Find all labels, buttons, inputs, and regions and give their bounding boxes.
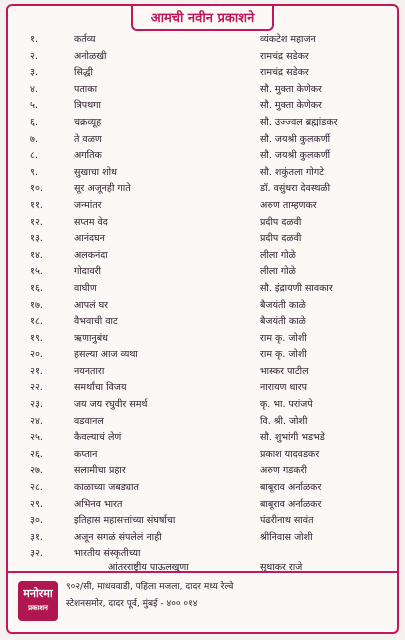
list-item: [8, 397, 397, 414]
item-number: ३.: [30, 67, 38, 79]
item-number: १२.: [30, 216, 43, 228]
item-number: २७.: [30, 465, 43, 477]
list-item: [8, 148, 397, 165]
list-item: [8, 115, 397, 132]
book-author: लीला गोळे: [260, 266, 296, 278]
item-number: ४.: [30, 83, 38, 95]
list-item: [8, 132, 397, 149]
header: [8, 6, 397, 28]
book-author: सौ. शुभांगी भडभडे: [260, 432, 325, 444]
item-number: १६.: [30, 282, 43, 294]
catalog-card: [6, 4, 399, 634]
book-list: [8, 32, 397, 576]
list-item: [8, 32, 397, 49]
book-title: जन्मांतर: [74, 199, 102, 211]
list-item: [8, 430, 397, 447]
list-item: [8, 98, 397, 115]
book-author: कृ. भा. परांजपे: [260, 399, 313, 411]
list-item: [8, 49, 397, 66]
book-title: सलामीचा प्रहार: [74, 465, 126, 477]
book-title: आपलं घर: [74, 299, 109, 311]
book-author: सौ. मुक्ता केणेकर: [260, 83, 322, 95]
book-title: ते वळण: [74, 133, 102, 145]
book-author: अरुण ताम्हणकर: [260, 199, 317, 211]
item-number: ३०.: [30, 515, 43, 527]
list-item: [8, 298, 397, 315]
item-number: १९.: [30, 332, 43, 344]
publisher-logo: [18, 581, 58, 621]
item-number: २९.: [30, 498, 43, 510]
book-author: पंढरीनाथ सावंत: [260, 515, 314, 527]
book-author: सौ. इंद्रायणी सावकार: [260, 282, 333, 294]
item-number: ३१.: [30, 531, 43, 543]
book-title: सुखाचा शोध: [74, 166, 117, 178]
list-item: [8, 231, 397, 248]
list-item: [8, 513, 397, 530]
list-item: [8, 414, 397, 431]
list-item: [8, 82, 397, 99]
item-number: १७.: [30, 299, 43, 311]
item-number: ५.: [30, 100, 38, 112]
book-title-line-2: आंतरराष्ट्रीय पाऊलखुणा: [108, 562, 189, 574]
book-title: काळाच्या जबड्यात: [74, 482, 139, 494]
book-author: राम कृ. जोशी: [260, 332, 307, 344]
book-title: अगतिक: [74, 150, 102, 162]
item-number: २२.: [30, 382, 43, 394]
list-item: [8, 380, 397, 397]
book-title: वडवानल: [74, 415, 104, 427]
book-title: हसल्या आज व्यथा: [74, 349, 138, 361]
book-title: सूर अजूनही गाते: [74, 183, 131, 195]
book-title: वैभवाची वाट: [74, 316, 118, 328]
item-number: ९.: [30, 166, 38, 178]
book-author: रामचंद्र सडेकर: [260, 50, 309, 62]
book-title: सिद्धी: [74, 67, 93, 79]
book-author: नारायण धारप: [260, 382, 308, 394]
book-title: सप्तम वेद: [74, 216, 108, 228]
book-title: कर्तव्य: [74, 34, 96, 45]
item-number: १८.: [30, 316, 43, 328]
book-author: सौ. जयश्री कुलकर्णी: [260, 150, 331, 162]
book-author: सुधाकर राजे: [260, 562, 303, 574]
list-item: [8, 364, 397, 381]
book-title: अजून सगळं संपलेलं नाही: [74, 531, 162, 543]
book-title: गोदावरी: [74, 266, 101, 278]
book-title: समर्थांचा विजय: [74, 382, 127, 394]
book-title: अनोळखी: [74, 50, 107, 62]
book-author: श्रीनिवास जोशी: [260, 531, 313, 543]
list-item: [8, 530, 397, 547]
list-item: [8, 347, 397, 364]
book-author: व्यंकटेश महाजन: [260, 34, 316, 45]
publisher-address: [66, 579, 391, 613]
item-number: ८.: [30, 150, 38, 162]
item-number: ११.: [30, 199, 43, 211]
book-author: प्रदीप दळवी: [260, 233, 302, 245]
item-number: १४.: [30, 249, 43, 261]
book-author: बाबूराव अर्नाळकर: [260, 498, 322, 510]
item-number: ७.: [30, 133, 38, 145]
item-number: १.: [30, 34, 38, 45]
item-number: २३.: [30, 399, 43, 411]
item-number: १५.: [30, 266, 43, 278]
book-author: भास्कर पाटील: [260, 365, 309, 377]
book-title: अभिनव भारत: [74, 498, 123, 510]
item-number: २.: [30, 50, 38, 62]
book-title: नयनतारा: [74, 365, 105, 377]
list-item: [8, 181, 397, 198]
book-author: सौ. शकुंतला गोगटे: [260, 166, 324, 178]
item-number: १३.: [30, 233, 43, 245]
book-title: चक्रव्यूह: [74, 116, 102, 128]
book-title: वाघीण: [74, 282, 97, 294]
address-line-2: स्टेशनसमोर, दादर पूर्व, मुंबई - ४०० ०१४: [66, 599, 198, 609]
book-title: जय जय रघुवीर समर्थ: [74, 399, 148, 411]
item-number: ६.: [30, 116, 38, 128]
item-number: १०.: [30, 183, 43, 195]
book-author: बैजयंती काळे: [260, 299, 306, 311]
book-title: ऋणानुबंध: [74, 332, 108, 344]
book-author: बाबूराव अर्नाळकर: [260, 482, 322, 494]
item-number: २०.: [30, 349, 43, 361]
book-author: डॉ. वसुंधरा देवस्थळी: [260, 183, 331, 195]
book-author: वि. श्री. जोशी: [260, 415, 308, 427]
list-item: [8, 198, 397, 215]
list-item: [8, 497, 397, 514]
book-author: सौ. जयश्री कुलकर्णी: [260, 133, 331, 145]
item-number: ३२.: [30, 548, 43, 560]
book-author: अरुण गडकरी: [260, 465, 307, 477]
item-number: २४.: [30, 415, 43, 427]
book-title-line-1: भारतीय संस्कृतीच्या: [74, 548, 141, 560]
list-item: [8, 447, 397, 464]
book-title: त्रिपथगा: [74, 100, 101, 112]
list-item: [8, 165, 397, 182]
list-item: [8, 65, 397, 82]
book-title: आनंदघन: [74, 233, 105, 245]
book-author: प्रदीप दळवी: [260, 216, 302, 228]
list-item: [8, 480, 397, 497]
address-line-1: ९०२/सी, माधववाडी, पहिला मजला, दादर मध्य रेल्वे: [66, 582, 234, 592]
book-author: सौ. मुक्ता केणेकर: [260, 100, 322, 112]
list-item: [8, 281, 397, 298]
page-title: आमची नवीन प्रकाशने: [131, 6, 275, 31]
list-item: [8, 215, 397, 232]
book-author: रामचंद्र सडेकर: [260, 67, 309, 79]
item-number: २१.: [30, 365, 43, 377]
book-author: प्रकाश यादवडकर: [260, 448, 320, 460]
book-title: अलकनंदा: [74, 249, 108, 261]
book-author: लीला गोळे: [260, 249, 296, 261]
logo-text: मनोरमा: [23, 587, 53, 600]
publisher-footer: [8, 571, 397, 634]
book-title: इतिहास महासत्तांच्या संघर्षाचा: [74, 515, 176, 527]
book-author: सौ. उज्ज्वल ब्रह्मांडकर: [260, 116, 338, 128]
list-item: [8, 463, 397, 480]
book-title: पताका: [74, 83, 98, 95]
item-number: २६.: [30, 448, 43, 460]
book-title: कैवल्याचं लेणं: [74, 432, 122, 444]
list-item: [8, 331, 397, 348]
book-author: राम कृ. जोशी: [260, 349, 307, 361]
list-item: [8, 248, 397, 265]
list-item: [8, 264, 397, 281]
book-title: कप्तान: [74, 448, 98, 460]
logo-subtext: प्रकाशन: [28, 604, 48, 612]
book-author: बैजयंती काळे: [260, 316, 306, 328]
item-number: २५.: [30, 432, 43, 444]
list-item: [8, 314, 397, 331]
item-number: २८.: [30, 482, 43, 494]
